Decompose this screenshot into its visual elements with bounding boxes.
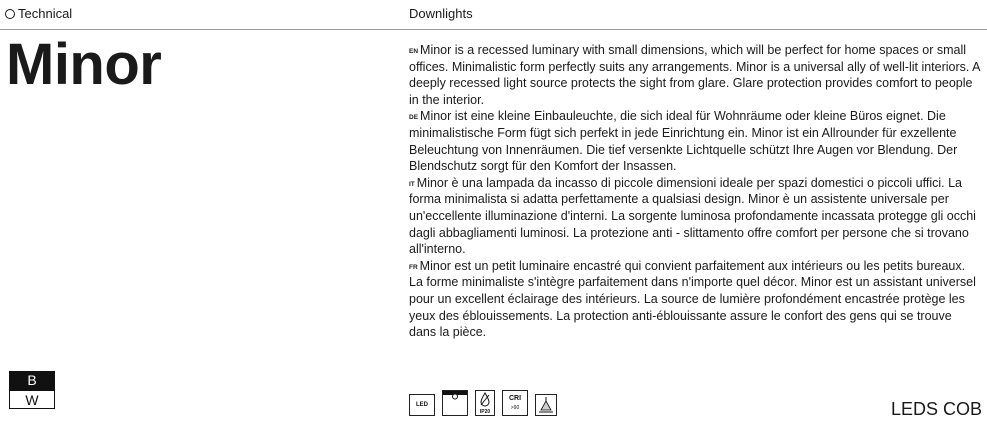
section-label <box>5 6 72 21</box>
ip-rating-label: IP20 <box>479 409 491 415</box>
circle-icon <box>5 9 15 19</box>
category-label: Downlights <box>409 6 473 21</box>
led-icon <box>409 394 435 416</box>
description-de-text: Minor ist eine kleine Einbauleuchte, die sich ideal für Wohnräume oder kleine Büros eignet. Die minimalistische Form fügt sich perfekt in jede Einrichtung ein. Minor ist ein Allrounder für exzellente Beleuchtung von Innenräumen. Die tief versenkte Lichtquelle schützt Ihre Augen vor Blendung. Der Blendschutz sorgt für den Komfort der Insassen. <box>409 109 958 174</box>
product-description <box>409 42 981 341</box>
lang-tag-it: IT <box>409 180 415 188</box>
beam-angle-icon <box>535 394 557 416</box>
led-icon-label: LED <box>416 402 428 408</box>
finish-options <box>9 371 55 409</box>
finish-white: W <box>9 390 55 409</box>
header-divider <box>0 29 987 30</box>
description-fr <box>409 258 981 341</box>
description-de <box>409 108 981 174</box>
section-label-text: Technical <box>18 6 73 21</box>
description-en <box>409 42 981 108</box>
finish-black: B <box>9 371 55 390</box>
ip-rating-icon <box>475 390 495 416</box>
description-it <box>409 175 981 258</box>
spec-icons <box>409 390 564 416</box>
description-it-text: Minor è una lampada da incasso di piccole dimensioni ideale per spazi domestici o piccoli uffici. La forma minimalista si adatta perfettamente a qualsiasi design. Minor è un assistente universale per un'eccellente illuminazione d'interni. La sorgente luminosa profondamente incassata protegge gli occhi dagli abbagliamenti luminosi. La protezione anti - slittamento offre comfort per persone che si trovano all'interno. <box>409 175 976 257</box>
description-en-text: Minor is a recessed luminary with small dimensions, which will be perfect for home spaces or small offices. Minimalistic form perfectly suits any arrangements. Minor is a universal ally of well-lit interiors. A deeply recessed light source protects the sight from glare. Glare protection provides comfort to people in the interior. <box>409 43 980 107</box>
lang-tag-en: EN <box>409 48 419 55</box>
cri-label: CRI <box>508 395 522 402</box>
light-source-label: LEDS COB <box>890 399 982 419</box>
cri-value: >90 <box>510 405 520 411</box>
lang-tag-de: DE <box>409 114 419 122</box>
recessed-mount-icon <box>442 390 468 416</box>
description-fr-text: Minor est un petit luminaire encastré qui convient parfaitement aux intérieurs ou les petits bureaux. La forme minimaliste s'intègre parfaitement dans n'importe quel décor. Minor est un assistant universel pour un excellent éclairage des intérieurs. La source de lumière profondément encastrée protège les yeux des éblouissements. La protection anti-éblouissante assure le confort des gens qui se trouve dans la pièce. <box>409 258 976 340</box>
lang-tag-fr: FR <box>409 263 418 271</box>
cri-icon <box>502 390 528 416</box>
product-title: Minor <box>6 32 162 97</box>
